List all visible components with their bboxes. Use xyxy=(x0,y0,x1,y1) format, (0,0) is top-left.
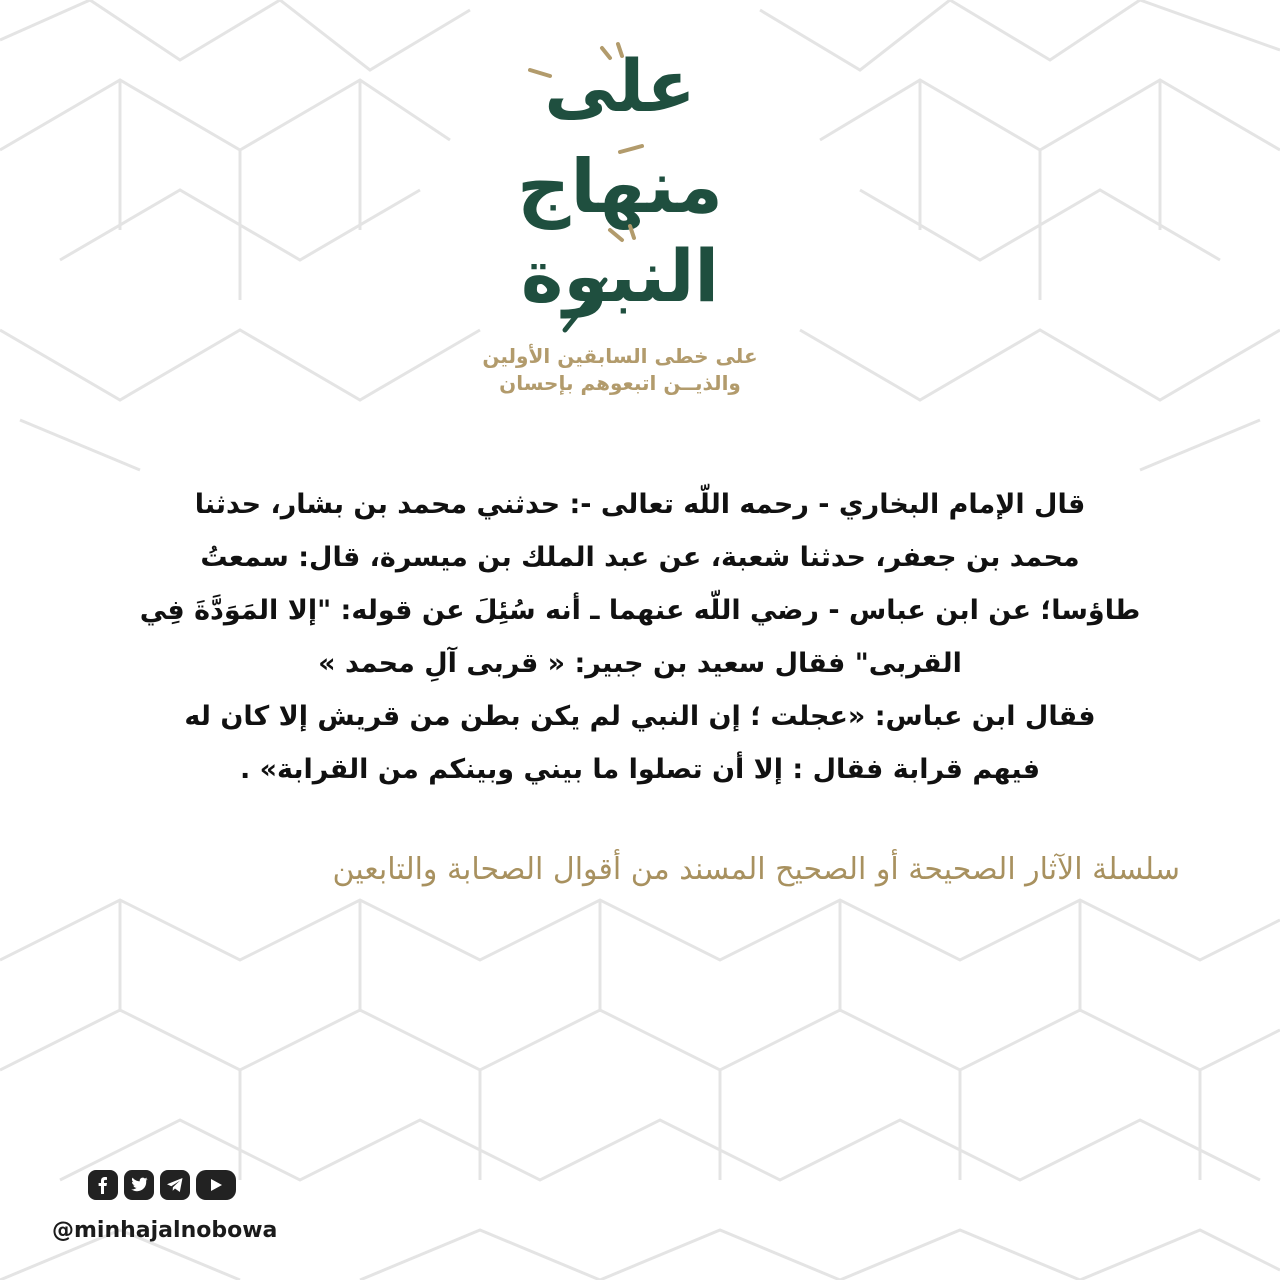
hadith-line: فقال ابن عباس: «عجلت ؛ إن النبي لم يكن بطن من قريش إلا كان له xyxy=(184,701,1096,732)
hadith-line: القربى" فقال سعيد بن جبير: « قربى آلِ محمد » xyxy=(318,648,962,679)
logo-subtitle-line-2: والذيــن اتبعوهم بإحسان xyxy=(499,371,741,395)
youtube-icon[interactable] xyxy=(196,1170,236,1200)
minhaj-logo xyxy=(470,30,770,395)
hadith-line: طاؤسا؛ عن ابن عباس - رضي اللّه عنهما ـ أنه سُئِلَ عن قوله: "إلا المَوَدَّةَ فِي xyxy=(139,595,1141,626)
logo-title-line-2: منهاج xyxy=(517,144,723,230)
logo-gold-accents xyxy=(470,30,770,390)
social-icons xyxy=(88,1168,236,1202)
logo-subtitle-line-1: على خطى السابقين الأولين xyxy=(482,344,758,368)
telegram-icon[interactable] xyxy=(160,1170,190,1200)
twitter-icon[interactable] xyxy=(124,1170,154,1200)
hadith-line: فيهم قرابة فقال : إلا أن تصلوا ما بيني وبينكم من القرابة» . xyxy=(239,754,1041,785)
logo-title-line-1: على xyxy=(544,44,696,128)
hadith-line: قال الإمام البخاري - رحمه اللّه تعالى -: حدثني محمد بن بشار، حدثنا xyxy=(194,489,1086,520)
hadith-line: محمد بن جعفر، حدثنا شعبة، عن عبد الملك بن ميسرة، قال: سمعتُ xyxy=(200,542,1080,573)
social-handle[interactable]: @minhajalnobowa xyxy=(52,1218,278,1243)
hadith-text-block xyxy=(120,478,1160,796)
series-title: سلسلة الآثار الصحيحة أو الصحيح المسند من أقوال الصحابة والتابعين xyxy=(332,852,1180,887)
logo-title-line-3: النبوة xyxy=(520,234,720,318)
facebook-icon[interactable] xyxy=(88,1170,118,1200)
